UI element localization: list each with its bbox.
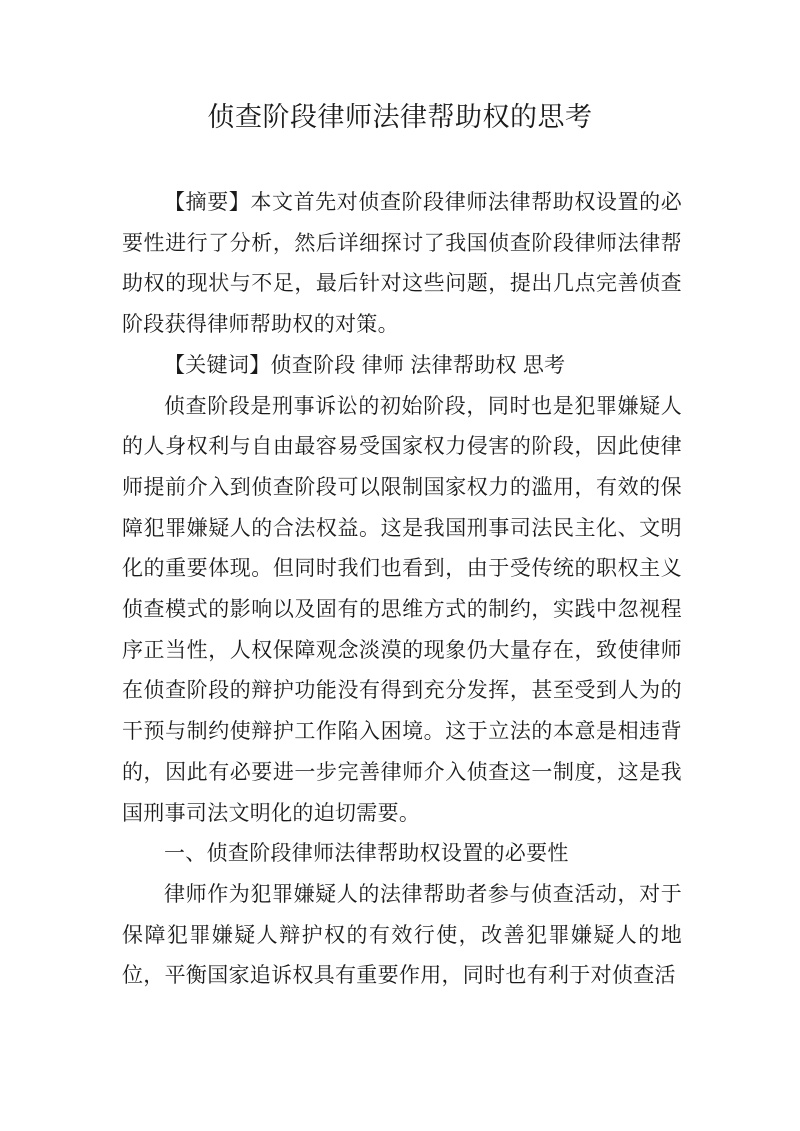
keyword-item: 思考 — [522, 352, 566, 377]
intro-paragraph: 侦查阶段是刑事诉讼的初始阶段，同时也是犯罪嫌疑人的人身权利与自由最容易受国家权力侵害的阶段，因此使律师提前介入到侦查阶段可以限制国家权力的滥用，有效的保障犯罪嫌疑人的合法权益。这是我国刑事司法民主化、文明化的重要体现。但同时我们也看到，由于受传统的职权主义侦查模式的影响以及固有的思维方式的制约，实践中忽视程序正当性，人权保障观念淡漠的现象仍大量存在，致使律师在侦查阶段的辩护功能没有得到充分发挥，甚至受到人为的干预与制约使辩护工作陷入困境。这于立法的本意是相违背的，因此有必要进一步完善律师介入侦查这一制度，这是我国刑事司法文明化的迫切需要。 — [122, 393, 682, 825]
keyword-item: 法律帮助权 — [410, 352, 517, 377]
abstract-text: 本文首先对侦查阶段律师法律帮助权设置的必要性进行了分析，然后详细探讨了我国侦查阶段律师法律帮助权的现状与不足，最后针对这些问题，提出几点完善侦查阶段获得律师帮助权的对策。 — [122, 190, 683, 337]
document-title: 侦查阶段律师法律帮助权的思考 — [207, 102, 593, 133]
keywords-label: 【关键词】 — [164, 352, 271, 377]
abstract-label: 【摘要】 — [164, 190, 251, 214]
section-one-heading: 一、侦查阶段律师法律帮助权设置的必要性 — [164, 841, 569, 866]
section-one-paragraph: 律师作为犯罪嫌疑人的法律帮助者参与侦查活动，对于保障犯罪嫌疑人辩护权的有效行使，改善犯罪嫌疑人的地位，平衡国家追诉权具有重要作用，同时也有利于对侦查活 — [122, 881, 682, 988]
document-body — [122, 182, 682, 996]
keyword-item: 律师 — [361, 352, 405, 377]
keyword-item: 侦查阶段 — [270, 352, 356, 377]
keywords-paragraph — [122, 345, 682, 386]
abstract-paragraph — [122, 182, 682, 345]
